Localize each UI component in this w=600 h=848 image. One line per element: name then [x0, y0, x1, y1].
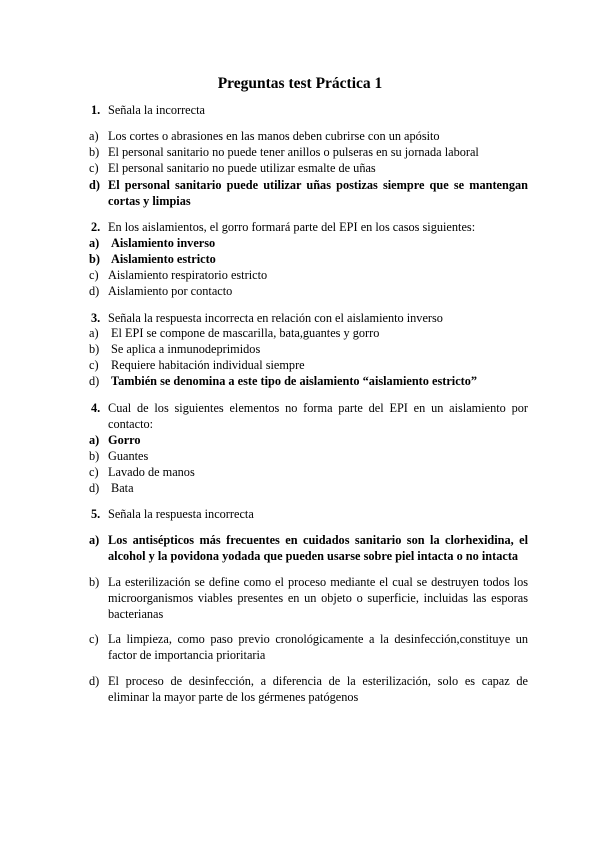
- question-text: Señala la respuesta incorrecta: [108, 507, 254, 521]
- option-label: a): [89, 326, 99, 340]
- option-label: b): [89, 252, 100, 266]
- option-text: El EPI se compone de mascarilla, bata,guantes y gorro: [111, 326, 380, 340]
- option-text: También se denomina a este tipo de aislamiento “aislamiento estricto”: [111, 374, 478, 388]
- option-text: Se aplica a inmunodeprimidos: [111, 342, 261, 356]
- option-label: c): [89, 465, 99, 479]
- option-text: El proceso de desinfección, a diferencia de la esterilización, solo es capaz de eliminar la mayor parte de los gérmenes patógenos: [108, 674, 528, 704]
- question-text: Cual de los siguientes elementos no forma parte del EPI en un aislamiento por contacto:: [108, 401, 528, 431]
- question-number: 1.: [91, 103, 101, 117]
- option-text: Aislamiento inverso: [111, 236, 216, 250]
- option-text: Aislamiento estricto: [111, 252, 216, 266]
- question-text: Señala la respuesta incorrecta en relación con el aislamiento inverso: [108, 311, 443, 325]
- option-text: Los cortes o abrasiones en las manos deben cubrirse con un apósito: [108, 129, 440, 143]
- page-title: Preguntas test Práctica 1: [217, 75, 383, 92]
- option-label: a): [89, 129, 99, 143]
- question-number: 2.: [91, 220, 101, 234]
- option-label: c): [89, 161, 99, 175]
- question-number: 3.: [91, 311, 101, 325]
- option-text: La limpieza, como paso previo cronológicamente a la desinfección,constituye un factor de importancia prioritaria: [108, 632, 528, 662]
- option-text: Aislamiento respiratorio estricto: [108, 268, 268, 282]
- option-label: b): [89, 449, 100, 463]
- option-text: El personal sanitario no puede utilizar esmalte de uñas: [108, 161, 376, 175]
- question-text: En los aislamientos, el gorro formará parte del EPI en los casos siguientes:: [108, 220, 476, 234]
- option-label: d): [89, 481, 100, 495]
- option-label: b): [89, 575, 100, 589]
- option-text: Requiere habitación individual siempre: [111, 358, 305, 372]
- option-text: El personal sanitario no puede tener anillos o pulseras en su jornada laboral: [108, 145, 479, 159]
- option-label: a): [89, 533, 100, 547]
- question-number: 4.: [91, 401, 101, 415]
- option-label: b): [89, 342, 100, 356]
- option-label: d): [89, 178, 100, 192]
- option-label: c): [89, 268, 99, 282]
- option-text: Aislamiento por contacto: [108, 284, 233, 298]
- option-label: c): [89, 632, 99, 646]
- option-label: d): [89, 374, 100, 388]
- option-text: El personal sanitario puede utilizar uñas postizas siempre que se mantengan cortas y limpias: [108, 178, 528, 208]
- question-text: Señala la incorrecta: [108, 103, 205, 117]
- option-label: b): [89, 145, 100, 159]
- option-text: Bata: [111, 481, 134, 495]
- option-text: Guantes: [108, 449, 149, 463]
- option-text: Los antisépticos más frecuentes en cuidados sanitario son la clorhexidina, el alcohol y la povidona yodada que pueden usarse sobre piel intacta o no intacta: [108, 533, 528, 563]
- option-text: Lavado de manos: [108, 465, 195, 479]
- option-text: La esterilización se define como el proceso mediante el cual se destruyen todos los microorganismos viables presentes en un objeto o superficie, incluidas las esporas bacterianas: [108, 575, 528, 621]
- option-label: a): [89, 433, 100, 447]
- question-number: 5.: [91, 507, 101, 521]
- option-label: d): [89, 284, 100, 298]
- option-label: c): [89, 358, 99, 372]
- option-text: Gorro: [108, 433, 141, 447]
- option-label: d): [89, 674, 100, 688]
- option-label: a): [89, 236, 100, 250]
